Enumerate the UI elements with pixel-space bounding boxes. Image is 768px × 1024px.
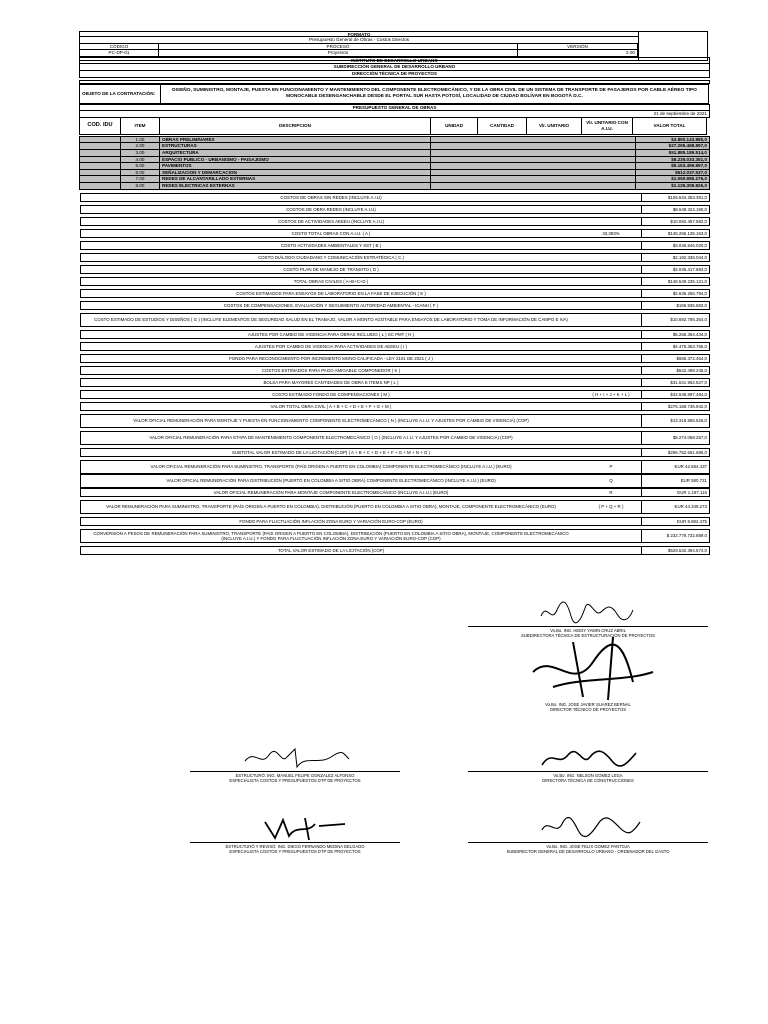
summary-block <box>80 193 710 555</box>
summary-value: $8.274.068.257,0 <box>641 432 709 444</box>
item-description: REDES ELECTRICAS EXTERNAS <box>159 182 431 190</box>
objeto-text: DISEÑO, SUMINISTRO, MONTAJE, PUESTA EN FUNCIONAMIENTO Y MANTENIMIENTO DEL COMPONENTE ELECTROMECÁNICO, Y DE LA OBRA CIVIL DE UN SISTEMA DE TRANSPORTE DE PASAJEROS POR CABLE AÉREO TIPO MONOCABLE DESENGANCHABLE DESDE EL PORTAL SUR HASTA POTOSÍ, LOCALIDAD DE CIUDAD BOLÍVAR EN BOGOTÁ D.C. <box>160 84 709 104</box>
summary-formula <box>581 547 641 554</box>
summary-row <box>80 265 710 274</box>
summary-formula <box>581 206 641 213</box>
summary-row <box>80 193 710 202</box>
org-line-3: DIRECCIÓN TÉCNICA DE PROYECTOS <box>79 70 710 78</box>
summary-value: $2.045.417.893,0 <box>641 266 709 273</box>
summary-formula <box>581 302 641 309</box>
summary-formula <box>581 530 641 542</box>
codigo-value: PC-DP-01 <box>79 49 159 57</box>
summary-formula <box>581 278 641 285</box>
summary-label: TOTAL OBRAS CIVILES ( A+B+C+D ) <box>293 278 369 284</box>
summary-label: FONDO PARA FLUCTUACIÓN INFLACIÓN ZONA EURO Y VARIACIÓN EURO-COP (EURO) <box>239 518 423 524</box>
summary-row <box>80 253 710 262</box>
summary-label: COSTO PLAN DE MANEJO DE TRÁNSITO ( D ) <box>283 266 379 272</box>
signature-name: ESTRUCTURÓ Y REVISÓ: ING. DIEGO FERNANDO MEDINA DELGADO <box>225 844 365 849</box>
summary-value: $275.159.736.942,0 <box>641 403 709 410</box>
budget-title: PRESUPUESTO GENERAL DE OBRAS <box>79 104 710 112</box>
signature-role: ESPECIALISTA COSTOS Y PRESUPUESTOS DTP DE PROYECTOS <box>229 849 361 854</box>
summary-value: $10.692.795.354,0 <box>641 314 709 326</box>
summary-value: $5.256.364.434,0 <box>641 331 709 338</box>
summary-label: BOLSA PARA MAYORES CANTIDADES DE OBRA E ITEMS NP ( L ) <box>263 379 399 385</box>
summary-row <box>80 241 710 250</box>
col-valor-total: VALOR TOTAL <box>632 117 707 135</box>
summary-formula <box>581 343 641 350</box>
signature-name: Vo.Bo. ING. JOSE JAVIER SUAREZ BERNAL <box>545 702 631 707</box>
summary-value: $3.045.946.020,0 <box>641 242 709 249</box>
signature-scribble <box>528 745 648 771</box>
signature-block-4 <box>468 745 708 783</box>
summary-row <box>80 414 710 428</box>
summary-row <box>80 205 710 214</box>
item-total: $8.235.033.351,0 <box>635 156 710 164</box>
summary-formula <box>581 518 641 525</box>
item-description: REDES DE ALCANTARILLADO EXTERNAS <box>159 175 431 183</box>
col-descripcion: DESCRIPCION <box>159 117 431 135</box>
item-total: $51.885.189.514,0 <box>635 149 710 157</box>
item-number: 7.00 <box>120 175 160 183</box>
summary-formula <box>581 403 641 410</box>
signature-role: SUBDIRECTORA TÉCNICA DE ESTRUCTURACIÓN DE PROYECTOS <box>521 633 655 638</box>
summary-label: FONDO PARA RECONOCIMIENTO POR INCREMENTO MONO CALIFICADA - LEY 2101 DE 2021 ( J ) <box>229 355 433 361</box>
item-total: $27.295.468.897,0 <box>635 142 710 150</box>
codigo-label: CÓDIGO <box>79 43 159 51</box>
proceso-value: Proyectos <box>158 49 518 57</box>
summary-row <box>80 301 710 310</box>
summary-row <box>80 390 710 399</box>
org-line-1: INSTITUTO DE DESARROLLO URBANO <box>79 57 710 65</box>
item-total: $1.135.308.826,0 <box>635 182 710 190</box>
summary-formula <box>581 331 641 338</box>
summary-label: VALOR TOTAL OBRA CIVIL ( A + B + C + D + E + F + G + M ) <box>270 403 392 409</box>
summary-row <box>80 289 710 298</box>
version-value: 2.00 <box>517 49 638 57</box>
summary-value: $8.648.324.190,0 <box>641 206 709 213</box>
summary-row <box>80 488 710 497</box>
summary-row <box>80 474 710 488</box>
summary-value: $148.549.235.121,0 <box>641 278 709 285</box>
summary-label: CONVERSIÓN A PESOS DE REMUNERACIÓN PARA SUMINISTRO, TRANSPORTE (PAÍS ORIGEN A PUERTO EN COLOMBIA), DISTRIBUCIÓN (PUERTO EN COLOMBIA A SITIO OBRA), MONTAJE, COMPONENTE ELECTROMECÁNICO (INCLUYE A.I.U.) Y FONDO PARA FLUCTUACIÓN INFLACIÓN ZONA EURO Y VARIACIÓN EURO-COP (COP) <box>93 530 569 541</box>
summary-label: COSTOS ESTIMADOS PARA ENSAYOS DE LABORATORIO EN LA FASE DE EJECUCIÓN ( E ) <box>236 290 426 296</box>
item-description: SEÑALIZACION Y DEMARCACION <box>159 169 431 177</box>
signature-name: Vo.Bo. ING. JOSE FELIX GOMEZ PANTOJA <box>546 844 630 849</box>
format-title: FORMATO <box>79 31 639 61</box>
summary-value: $296.752.661.685,0 <box>641 449 709 456</box>
version-label: VERSIÓN <box>517 43 638 51</box>
summary-label: VALOR OFICIAL REMUNERACIÓN PARA SUMINISTRO, TRANSPORTE (PAÍS ORIGEN A PUERTO EN COLOMBIA) COMPONENTE ELECTROMECÁNICO (INCLUYE A.I.U.) (EURO) <box>150 464 512 469</box>
summary-value: EUR 42.564.437 <box>641 461 709 473</box>
summary-value: $656.372.454,0 <box>641 355 709 362</box>
summary-value: $4.475.363.765,0 <box>641 343 709 350</box>
summary-formula <box>581 314 641 326</box>
budget-date: 21 de septiembre de 2021 <box>79 110 710 118</box>
summary-row <box>80 431 710 445</box>
item-number: 1.00 <box>120 136 160 144</box>
summary-value: $13.318.855.526,0 <box>641 415 709 427</box>
summary-formula <box>581 254 641 261</box>
summary-row <box>80 448 710 457</box>
col-cantidad: CANTIDAD <box>477 117 527 135</box>
summary-value: EUR 44.349.273 <box>641 501 709 513</box>
summary-label: COSTO TOTAL OBRAS CON A.I.U. ( A ) <box>291 230 371 236</box>
summary-formula <box>581 415 641 427</box>
col-vr-unitario-aiu: Vlr. UNITARIO CON A.I.U. <box>581 117 633 135</box>
summary-formula <box>581 218 641 225</box>
signature-role: DIRECTORA TÉCNICA DE CONSTRUCCIONES <box>542 778 634 783</box>
summary-row <box>80 330 710 339</box>
col-item: ITEM <box>120 117 160 135</box>
table-header <box>80 118 710 136</box>
summary-row <box>80 402 710 411</box>
summary-label: COSTOS DE ACTIVIDADES AEEEU (INCLUYE A.I.U) <box>278 218 384 224</box>
summary-formula <box>581 367 641 374</box>
summary-formula <box>581 242 641 249</box>
summary-label: COSTOS DE OBRAS SIN REDES (INCLUYE A.I.U) <box>280 194 382 200</box>
signature-scribble <box>235 812 355 842</box>
proceso-label: PROCESO <box>158 43 518 51</box>
summary-row <box>80 277 710 286</box>
summary-label: AJUSTES POR CAMBIO DE VIGENCIA PARA ACTIVIDADES DE AEEEU ( I ) <box>254 343 408 349</box>
signature-scribble <box>235 745 355 771</box>
signature-block-3 <box>190 745 400 783</box>
summary-value: $42.648.897.484,0 <box>641 391 709 398</box>
summary-formula <box>581 266 641 273</box>
summary-label: VALOR OFICIAL REMUNERACIÓN PARA MONTAJE Y PUESTA EN FUNCIONAMIENTO COMPONENTE ELECTROMECÁNICO ( N ) (INCLUYE A.I.U. Y AJUSTES POR CAMBIO DE VIGENCIA) (COP) <box>133 418 529 423</box>
format-subtitle: Presupuesto General de Obras - Costos Directos <box>79 36 639 44</box>
summary-label: COSTO ESTIMADO DE ESTUDIOS Y DISEÑOS ( G ) (INCLUYE ELEMENTOS DE SEGURIDAD SALUD EN EL TRABAJO, VALOR A MONTO AGOTABLE PARA ENSAYOS DE LABORATORIO Y TOMA DE INFORMACIÓN DE CAMPO E IVA) <box>94 317 568 322</box>
summary-value: $2.192.336.044,0 <box>641 254 709 261</box>
summary-value: $529.532.394.574,0 <box>641 547 709 554</box>
summary-formula: 33,383% <box>602 230 620 236</box>
summary-row <box>80 529 710 543</box>
summary-row <box>80 229 710 238</box>
summary-value: $ 232.779.732.889,0 <box>641 530 709 542</box>
signature-name: Vo.Bo. ING. HEIDY YAMIN CRUZ ABRIL <box>550 628 626 633</box>
summary-row <box>80 546 710 555</box>
item-number: 4.00 <box>120 156 160 164</box>
summary-value: $31.641.962.527,0 <box>641 379 709 386</box>
summary-formula: P <box>609 464 613 469</box>
budget-sheet <box>80 32 710 555</box>
table-row <box>80 183 710 190</box>
signature-block-5 <box>190 812 400 854</box>
summary-label: COSTOS DE COMPENSACIONES, EVALUACIÓN Y SEGUIMIENTO AUTORIDAD AMBIENTAL - ICANH ( F ) <box>223 302 439 308</box>
summary-label: COSTO ACTIVIDADES AMBIENTALES Y SST ( B ) <box>280 242 382 248</box>
summary-row <box>80 217 710 226</box>
summary-formula <box>581 355 641 362</box>
signature-block-2 <box>468 632 708 712</box>
summary-formula: ( H + I + J + K + L ) <box>592 391 630 397</box>
signature-scribble <box>533 598 643 626</box>
summary-label: AJUSTES POR CAMBIO DE VIGENCIA PARA OBRAS INCLUIDO ( L ) SC PMT ( H ) <box>247 331 415 337</box>
summary-label: VALOR OFICIAL REMUNERACIÓN PARA ETAPA DE MANTENIMIENTO COMPONENTE ELECTROMECÁNICO ( O ) (INCLUYE A.I.U. Y AJUSTES POR CAMBIO DE VIGENCIA) (COP) <box>149 435 513 440</box>
item-number: 5.00 <box>120 162 160 170</box>
summary-formula: ( P + Q + R ) <box>598 504 624 509</box>
summary-formula <box>581 449 641 456</box>
summary-label: VALOR REMUNERACIÓN PARA SUMINISTRO, TRANSPORTE (PAÍS ORIGEN A PUERTO EN COLOMBIA), DISTRIBUCIÓN (PUERTO EN COLOMBIA A SITIO OBRA), MONTAJE, COMPONENTE ELECTROMECÁNICO (EURO) <box>106 504 556 509</box>
summary-label: VALOR OFICIAL REMUNERACIÓN PARA MONTAJE COMPONENTE ELECTROMECÁNICO (INCLUYE A.I.U.) (EURO) <box>213 489 449 495</box>
items-table <box>80 137 710 190</box>
summary-value: EUR 1.197.115 <box>641 489 709 496</box>
item-description: ARQUITECTURA <box>159 149 431 157</box>
summary-label: VALOR OFICIAL REMUNERACIÓN PARA DISTRIBUCIÓN (PUERTO EN COLOMBIA A SITIO OBRA) COMPONENTE ELECTROMECÁNICO (INCLUYE A.I.U.) (EURO) <box>166 478 496 483</box>
item-description: PAVIMENTOS <box>159 162 431 170</box>
summary-label: COSTOS DE OBRA REDES (INCLUYE A.I.U) <box>286 206 376 212</box>
summary-formula: R <box>609 489 613 495</box>
item-number: 2.00 <box>120 142 160 150</box>
summary-value: $2.636.256.794,0 <box>641 290 709 297</box>
item-total: $3.890.143.885,0 <box>635 136 710 144</box>
summary-row <box>80 366 710 375</box>
summary-label: COSTOS ESTIMADOS PARA PAGO AMIGABLE COMPONEDOR ( K ) <box>261 367 401 373</box>
summary-label: COSTO DIÁLOGO CIUDADANO Y COMUNICACIÓN ESTRATÉGICA ( C ) <box>258 254 404 260</box>
summary-label: TOTAL VALOR ESTIMADO DE LA LICITACIÓN (COP) <box>277 547 385 553</box>
signature-role: DIRECTOR TÉCNICO DE PROYECTOS <box>549 707 627 712</box>
objeto-label: OBJETO DE LA CONTRATACIÓN: <box>79 84 161 104</box>
item-total: $512.037.537,0 <box>635 169 710 177</box>
summary-value: $126.534.353.391,0 <box>641 194 709 201</box>
item-description: ESTRUCTURAS <box>159 142 431 150</box>
summary-row <box>80 500 710 514</box>
item-total: $1.050.985.276,0 <box>635 175 710 183</box>
signature-name: ESTRUCTURÓ: ING. MANUEL FELIPE GONZALEZ ALFONSO <box>235 773 355 778</box>
item-number: 8.00 <box>120 182 160 190</box>
signature-name: Vo.Bo. ING. NELSON GOMEZ LEGA <box>553 773 623 778</box>
summary-formula <box>581 290 641 297</box>
item-number: 6.00 <box>120 169 160 177</box>
summary-formula <box>581 194 641 201</box>
summary-row <box>80 378 710 387</box>
summary-value: EUR 8.882.475 <box>641 518 709 525</box>
col-cod-idu: COD. IDU <box>79 117 121 135</box>
item-number: 3.00 <box>120 149 160 157</box>
summary-row <box>80 342 710 351</box>
summary-value: $642.498.245,0 <box>641 367 709 374</box>
col-vr-unitario: Vlr. UNITARIO <box>526 117 582 135</box>
item-total: $5.153.499.897,0 <box>635 162 710 170</box>
summary-formula <box>581 379 641 386</box>
item-description: OBRAS PRELIMINARES <box>159 136 431 144</box>
summary-formula: Q <box>609 478 613 483</box>
org-line-2: SUBDIRECCIÓN GENERAL DE DESARROLLO URBANO <box>79 63 710 71</box>
summary-row <box>80 460 710 474</box>
summary-label: SUBTOTAL VALOR ESTIMADO DE LA LICITACIÓN (COP) ( A + B + C + D + E + F + G + M + N + O ) <box>232 449 430 455</box>
summary-value: EUR 580.721 <box>641 475 709 487</box>
summary-row <box>80 313 710 327</box>
signature-role: SUBDIRECTOR GENERAL DE DESARROLLO URBANO - ORDENADOR DEL GASTO <box>506 849 670 854</box>
summary-row <box>80 354 710 363</box>
item-description: ESPACIO PUBLICO - URBANISMO - PAISAJISMO <box>159 156 431 164</box>
summary-label: COSTO ESTIMADO FONDO DE COMPENSACIONES ( M ) <box>272 391 390 397</box>
signature-scribble <box>528 812 648 842</box>
signature-block-6 <box>468 812 708 854</box>
summary-value: $156.935.583,0 <box>641 302 709 309</box>
summary-row <box>80 517 710 526</box>
summary-formula <box>581 432 641 444</box>
col-unidad: UNIDAD <box>430 117 478 135</box>
summary-value: $10.082.457.582,0 <box>641 218 709 225</box>
signature-role: ESPECIALISTA COSTOS Y PRESUPUESTOS DTP DE PROYECTOS <box>229 778 361 783</box>
summary-value: $145.265.135.163,0 <box>641 230 709 237</box>
signature-scribble <box>513 632 663 702</box>
